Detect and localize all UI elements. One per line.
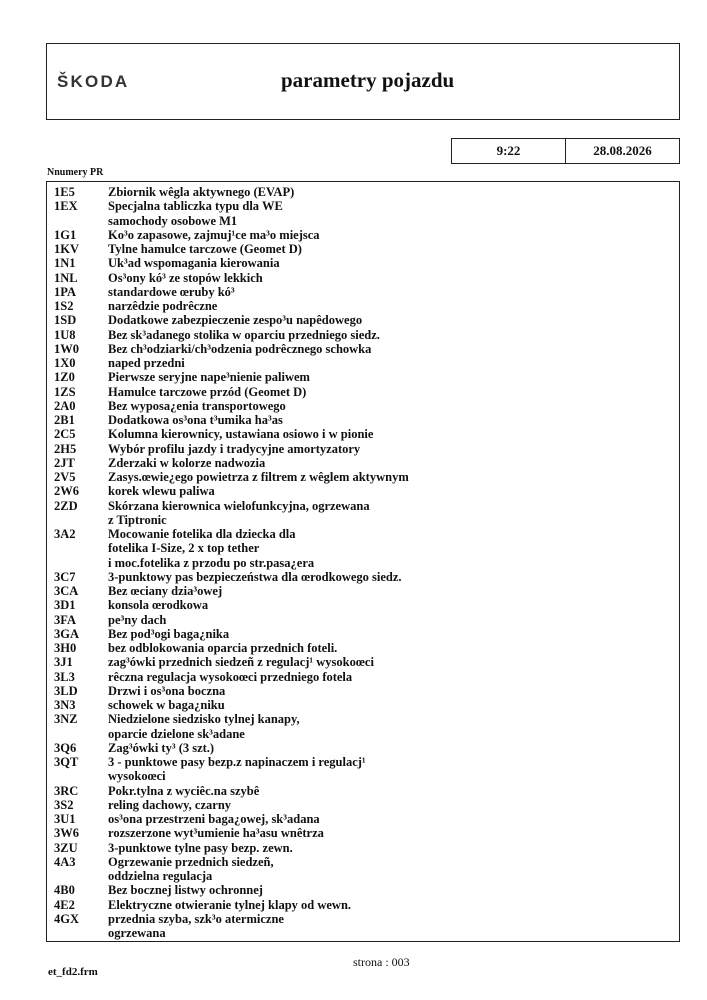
pr-description <box>108 370 679 384</box>
list-item <box>47 185 679 199</box>
date-value: 28.08.2026 <box>593 143 652 158</box>
pr-code: 3U1 <box>54 812 76 826</box>
list-item <box>47 613 679 627</box>
list-item <box>47 342 679 356</box>
pr-code: 3N3 <box>54 698 76 712</box>
pr-code: 2B1 <box>54 413 75 427</box>
description-line: samochody osobowe M1 <box>108 213 238 228</box>
description-line: narzêdzie podrêczne <box>108 299 218 313</box>
pr-description <box>108 784 679 798</box>
pr-code: 3ZU <box>54 840 78 855</box>
list-item <box>47 812 679 826</box>
list-item <box>47 627 679 641</box>
pr-description <box>108 342 679 356</box>
pr-code: 3QT <box>54 755 79 769</box>
list-item <box>47 442 679 456</box>
pr-list <box>46 181 680 942</box>
pr-code: 2H5 <box>54 441 77 456</box>
skoda-logo: ŠKODA <box>57 72 130 91</box>
pr-code: 4E2 <box>54 897 75 912</box>
list-item <box>47 328 679 342</box>
pr-code: 1SD <box>54 313 77 328</box>
description-line: Drzwi i os³ona boczna <box>108 683 226 698</box>
pr-code: 3NZ <box>54 712 78 727</box>
pr-description <box>108 442 679 456</box>
pr-description <box>108 855 679 884</box>
description-line: przednia szyba, szk³o atermiczne <box>108 911 284 926</box>
list-item <box>47 299 679 313</box>
list-item <box>47 484 679 498</box>
pr-code: 3RC <box>54 783 79 798</box>
description-line: Zderzaki w kolorze nadwozia <box>108 455 266 470</box>
description-line: ogrzewana <box>108 926 166 940</box>
pr-code: 4GX <box>54 911 79 926</box>
description-line: Zasys.œwie¿ego powietrza z filtrem z wêglem aktywnym <box>108 470 409 484</box>
pr-description <box>108 299 679 313</box>
pr-code: 1E5 <box>54 185 75 199</box>
description-line: naped przedni <box>108 356 185 370</box>
description-line: Bez pod³ogi baga¿nika <box>108 626 230 641</box>
pr-description <box>108 755 679 784</box>
list-item <box>47 470 679 484</box>
list-item <box>47 413 679 427</box>
pr-code: 1KV <box>54 242 79 256</box>
pr-code: 4B0 <box>54 883 75 898</box>
pr-description <box>108 912 679 941</box>
description-line: Pokr.tylna z wyciêc.na szybê <box>108 783 260 798</box>
pr-code: 1PA <box>54 284 76 299</box>
pr-description <box>108 199 679 228</box>
pr-code: 4A3 <box>54 854 76 869</box>
pr-description <box>108 499 679 528</box>
pr-code: 1N1 <box>54 256 76 271</box>
header-box <box>46 43 680 120</box>
pr-description <box>108 670 679 684</box>
pr-code: 2JT <box>54 455 75 470</box>
list-item <box>47 670 679 684</box>
list-item <box>47 584 679 598</box>
pr-code: 3S2 <box>54 797 74 812</box>
description-line: Ko³o zapasowe, zajmuj¹ce ma³o miejsca <box>108 227 320 242</box>
pr-description <box>108 826 679 840</box>
description-line: Ogrzewanie przednich siedzeñ, <box>108 854 274 869</box>
description-line: bez odblokowania oparcia przednich foteli. <box>108 641 338 655</box>
pr-description <box>108 456 679 470</box>
list-item <box>47 527 679 570</box>
list-item <box>47 712 679 741</box>
list-item <box>47 399 679 413</box>
pr-description <box>108 627 679 641</box>
description-line: Tylne hamulce tarczowe (Geomet D) <box>108 242 302 256</box>
description-line: konsola œrodkowa <box>108 598 209 613</box>
pr-description <box>108 741 679 755</box>
pr-description <box>108 228 679 242</box>
list-item <box>47 841 679 855</box>
list-item <box>47 855 679 884</box>
pr-description <box>108 427 679 441</box>
description-line: os³ona przestrzeni baga¿owej, sk³adana <box>108 812 320 826</box>
pr-description <box>108 385 679 399</box>
pr-description <box>108 399 679 413</box>
pr-description <box>108 470 679 484</box>
pr-description <box>108 527 679 570</box>
pr-description <box>108 598 679 612</box>
list-item <box>47 741 679 755</box>
description-line: Uk³ad wspomagania kierowania <box>108 256 280 271</box>
pr-code: 2C5 <box>54 427 76 442</box>
list-item <box>47 641 679 655</box>
list-item <box>47 883 679 897</box>
description-line: korek wlewu paliwa <box>108 484 215 499</box>
pr-description <box>108 698 679 712</box>
pr-code: 1EX <box>54 199 78 214</box>
pr-code: 3CA <box>54 584 79 598</box>
list-item <box>47 898 679 912</box>
pr-description <box>108 841 679 855</box>
pr-code: 3W6 <box>54 826 79 841</box>
pr-description <box>108 613 679 627</box>
pr-code: 1S2 <box>54 299 74 313</box>
pr-description <box>108 413 679 427</box>
list-item <box>47 356 679 370</box>
pr-description <box>108 256 679 270</box>
description-line: standardowe œruby kó³ <box>108 284 235 299</box>
pr-description <box>108 584 679 598</box>
description-line: i moc.fotelika z przodu po str.pasa¿era <box>108 555 315 570</box>
pr-description <box>108 898 679 912</box>
description-line: oddzielna regulacja <box>108 869 213 883</box>
description-line: zag³ówki przednich siedzeñ z regulacj¹ wysokoœci <box>108 655 374 670</box>
form-name: et_fd2.frm <box>48 966 98 978</box>
description-line: Pierwsze seryjne nape³nienie paliwem <box>108 370 310 385</box>
description-line: oparcie dzielone sk³adane <box>108 726 245 741</box>
page-title: parametry pojazdu <box>281 68 455 92</box>
list-item <box>47 256 679 270</box>
time-value: 9:22 <box>452 139 566 163</box>
list-item <box>47 784 679 798</box>
list-item <box>47 285 679 299</box>
description-line: Mocowanie fotelika dla dziecka dla <box>108 527 296 541</box>
list-item <box>47 427 679 441</box>
description-line: Bez sk³adanego stolika w oparciu przedniego siedz. <box>108 327 380 342</box>
description-line: Wybór profilu jazdy i tradycyjne amortyzatory <box>108 441 361 456</box>
pr-description <box>108 684 679 698</box>
pr-code: 1G1 <box>54 227 77 242</box>
list-item <box>47 798 679 812</box>
list-item <box>47 199 679 228</box>
pr-description <box>108 883 679 897</box>
pr-description <box>108 812 679 826</box>
pr-description <box>108 328 679 342</box>
pr-description <box>108 655 679 669</box>
pr-description <box>108 641 679 655</box>
list-item <box>47 499 679 528</box>
list-item <box>47 755 679 784</box>
pr-code: 3L3 <box>54 669 75 684</box>
description-line: 3-punktowe tylne pasy bezp. zewn. <box>108 840 293 855</box>
list-item <box>47 242 679 256</box>
pr-code: 3FA <box>54 612 76 627</box>
pr-description <box>108 484 679 498</box>
description-line: Elektryczne otwieranie tylnej klapy od wewn. <box>108 897 352 912</box>
pr-code: 1NL <box>54 270 78 285</box>
pr-code: 3D1 <box>54 598 76 613</box>
list-item <box>47 456 679 470</box>
list-item <box>47 313 679 327</box>
pr-code: 3C7 <box>54 569 76 584</box>
list-item <box>47 655 679 669</box>
description-line: Hamulce tarczowe przód (Geomet D) <box>108 384 307 399</box>
description-line: Os³ony kó³ ze stopów lekkich <box>108 270 263 285</box>
description-line: Skórzana kierownica wielofunkcyjna, ogrzewana <box>108 498 370 513</box>
page-number: strona : 003 <box>353 955 410 969</box>
description-line: Specjalna tabliczka typu dla WE <box>108 199 283 214</box>
pr-description <box>108 356 679 370</box>
description-line: 3-punktowy pas bezpieczeństwa dla œrodkowego siedz. <box>108 569 402 584</box>
description-line: 3 - punktowe pasy bezp.z napinaczem i regulacj¹ <box>108 755 366 769</box>
pr-code: 1ZS <box>54 384 76 399</box>
description-line: wysokoœci <box>108 769 166 784</box>
description-line: reling dachowy, czarny <box>108 797 232 812</box>
pr-description <box>108 313 679 327</box>
list-item <box>47 598 679 612</box>
section-label: Nnumery PR <box>47 167 104 178</box>
pr-code: 2A0 <box>54 398 76 413</box>
description-line: pe³ny dach <box>108 612 167 627</box>
pr-code: 3GA <box>54 626 79 641</box>
list-item <box>47 271 679 285</box>
description-line: rozszerzone wyt³umienie ha³asu wnêtrza <box>108 826 324 841</box>
description-line: Dodatkowe zabezpieczenie zespo³u napêdowego <box>108 313 363 328</box>
description-line: Dodatkowa os³ona t³umika ha³as <box>108 413 283 427</box>
pr-description <box>108 285 679 299</box>
description-line: Bez œciany dzia³owej <box>108 584 223 598</box>
list-item <box>47 684 679 698</box>
list-item <box>47 570 679 584</box>
pr-code: 3H0 <box>54 641 77 655</box>
description-line: Kolumna kierownicy, ustawiana osiowo i w pionie <box>108 427 374 442</box>
pr-code: 1Z0 <box>54 370 75 385</box>
description-line: Bez bocznej listwy ochronnej <box>108 883 263 898</box>
description-line: schowek w baga¿niku <box>108 698 225 712</box>
pr-code: 3Q6 <box>54 740 77 755</box>
pr-description <box>108 798 679 812</box>
list-item <box>47 826 679 840</box>
pr-code: 1U8 <box>54 327 76 342</box>
description-line: Bez wyposa¿enia transportowego <box>108 398 286 413</box>
pr-description <box>108 242 679 256</box>
description-line: z Tiptronic <box>108 512 167 527</box>
list-item <box>47 912 679 941</box>
list-item <box>47 370 679 384</box>
time-date-box <box>451 138 680 164</box>
description-line: Bez ch³odziarki/ch³odzenia podrêcznego schowka <box>108 341 372 356</box>
description-line: Zbiornik wêgla aktywnego (EVAP) <box>108 185 295 199</box>
pr-code: 1W0 <box>54 341 79 356</box>
pr-description <box>108 570 679 584</box>
pr-description <box>108 271 679 285</box>
pr-description <box>108 712 679 741</box>
pr-code: 3A2 <box>54 527 76 541</box>
pr-code: 2ZD <box>54 498 78 513</box>
pr-code: 2W6 <box>54 484 79 499</box>
description-line: rêczna regulacja wysokoœci przedniego fotela <box>108 669 353 684</box>
list-item <box>47 698 679 712</box>
pr-description <box>108 185 679 199</box>
pr-code: 3J1 <box>54 655 73 670</box>
pr-code: 3LD <box>54 683 78 698</box>
pr-code: 1X0 <box>54 356 76 370</box>
description-line: Niedzielone siedzisko tylnej kanapy, <box>108 712 300 727</box>
description-line: Zag³ówki ty³ (3 szt.) <box>108 740 215 755</box>
list-item <box>47 228 679 242</box>
pr-code: 2V5 <box>54 470 76 484</box>
description-line: fotelika I-Size, 2 x top tether <box>108 541 260 556</box>
list-item <box>47 385 679 399</box>
